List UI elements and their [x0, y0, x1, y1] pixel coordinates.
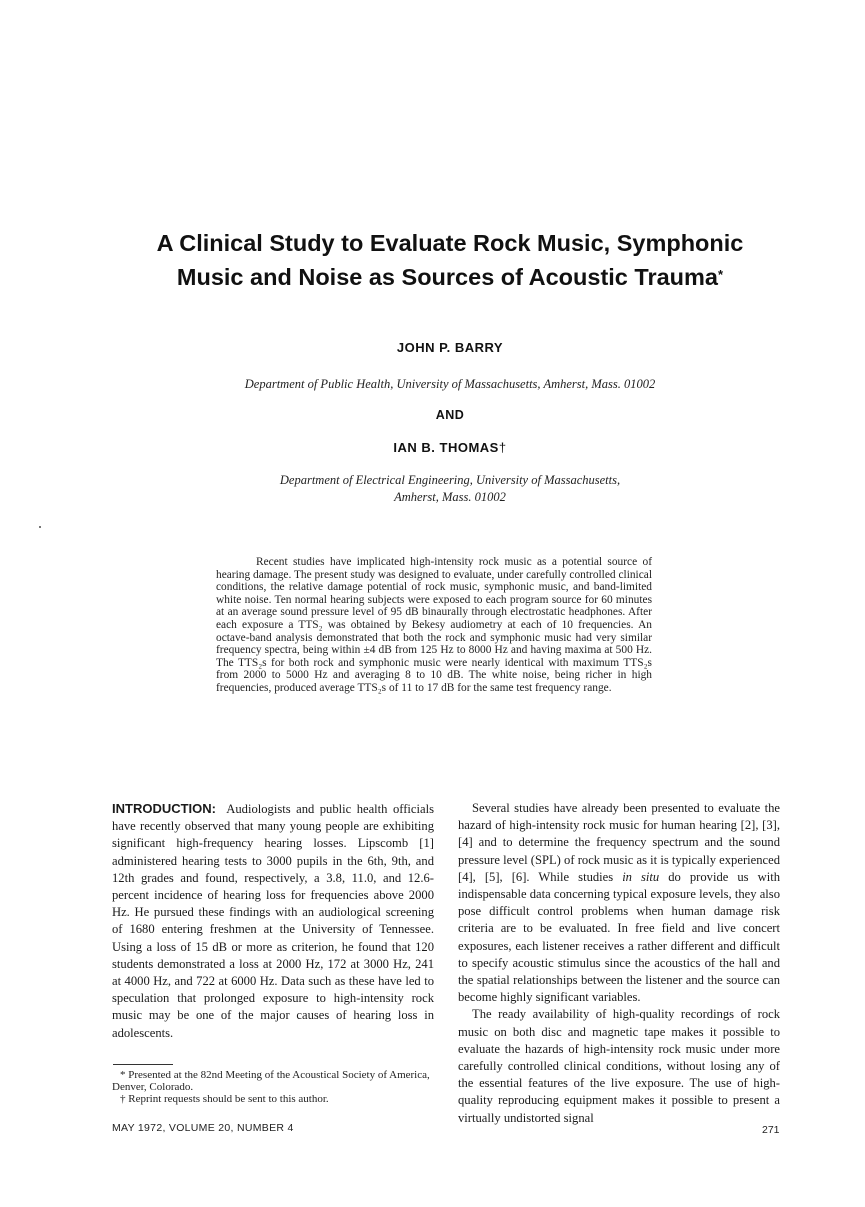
affiliation-2-line-2: Amherst, Mass. 01002 — [394, 490, 506, 504]
introduction-paragraph — [112, 800, 434, 1042]
footnote-1: * Presented at the 82nd Meeting of the Acoustical Society of America, Denver, Colorado. — [112, 1069, 430, 1093]
author-1: JOHN P. BARRY — [396, 340, 504, 355]
scan-speck — [39, 526, 41, 528]
left-column — [112, 800, 434, 1042]
author-2-mark: † — [498, 440, 507, 455]
title-footnote-mark: * — [718, 267, 724, 282]
author-2-name: IAN B. THOMAS — [393, 440, 499, 455]
abstract: Recent studies have implicated high-intensity rock music as a potential source of hearing damage. The present study was designed to evaluate, under carefully controlled clinical conditions, the relative damage potential of rock music, symphonic music, and band-limited white noise. Ten normal hearing subjects were exposed to each program source for 60 minutes at an average sound pressure level of 95 dB binaurally through electrostatic headphones. After each exposure a TTS₂ was obtained by Bekesy audiometry at each of 10 frequencies. An octave-band analysis demonstrated that both the rock and symphonic music had very similar frequency spectra, being within ±4 dB from 125 Hz to 8000 Hz and having maxima at 500 Hz. The TTS₂s for both rock and symphonic music were nearly identical with maximum TTS₂s from 2000 to 5000 Hz and averaging 8 to 10 dB. The white noise, being richer in high frequencies, produced average TTS₂s of 11 to 17 dB for the same test frequency range. — [216, 556, 652, 694]
introduction-heading: INTRODUCTION: — [112, 801, 216, 816]
footnote-rule — [113, 1064, 173, 1065]
right-paragraph-1-b: do provide us with indispensable data concerning typical exposure levels, they also pose difficult control problems when human damage risk criteria are to be evaluated. In free field and live concert exposures, each listener receives a rather different and difficult to specify acoustic stimulus since the acoustics of the hall and the spatial relationships between the listener and the source can become highly significant variables. — [458, 869, 780, 1005]
right-paragraph-1 — [458, 800, 780, 1006]
right-column — [458, 800, 780, 1127]
author-2 — [0, 440, 865, 455]
paper-title — [120, 226, 780, 294]
title-line-1: A Clinical Study to Evaluate Rock Music, Symphonic — [156, 230, 744, 256]
page-number: 271 — [762, 1124, 780, 1136]
title-line-2-text: Music and Noise as Sources of Acoustic Trauma — [176, 264, 719, 290]
affiliation-1: Department of Public Health, University of Massachusetts, Amherst, Mass. 01002 — [244, 377, 656, 391]
author-separator: AND — [435, 408, 465, 422]
affiliation-2-line-1: Department of Electrical Engineering, University of Massachusetts, — [279, 473, 621, 487]
journal-issue: MAY 1972, VOLUME 20, NUMBER 4 — [112, 1122, 294, 1134]
title-line-2 — [120, 260, 780, 294]
right-paragraph-1-italic: in situ — [622, 869, 660, 884]
affiliation-2 — [0, 472, 865, 506]
introduction-text: Audiologists and public health officials have recently observed that many young people are exhibiting significant high-frequency hearing losses. Lipscomb [1] administered hearing tests to 3000 pupils in the 6th, 9th, and 12th grades and found, respectively, a 3.8, 11.0, and 12.6-percent incidence of hearing loss for frequencies above 2000 Hz. He pursued these findings with an audiological screening of 1680 entering freshmen at the University of Tennessee. Using a loss of 15 dB or more as criterion, he found that 120 students demonstrated a loss at 2000 Hz, 172 at 3000 Hz, 241 at 4000 Hz, and 722 at 6000 Hz. Data such as these have led to speculation that prolonged exposure to high-intensity rock music may be one of the major causes of hearing loss in adolescents. — [112, 802, 434, 1040]
right-paragraph-1-a: Several studies have already been presented to evaluate the hazard of high-intensity rock music for human hearing [2], [3], [4] and to determine the frequency spectrum and the sound pressure level (SPL) of rock music as it is typically experienced [4], [5], [6]. While studies — [458, 801, 780, 884]
right-paragraph-2: The ready availability of high-quality recordings of rock music on both disc and magnetic tape makes it possible to evaluate the hazards of high-intensity rock music under more carefully controlled clinical conditions, without losing any of the essential features of the live exposure. The use of high-quality reproducing equipment makes it possible to present a virtually undistorted signal — [458, 1007, 780, 1125]
footnote-2: † Reprint requests should be sent to this author. — [120, 1093, 329, 1105]
